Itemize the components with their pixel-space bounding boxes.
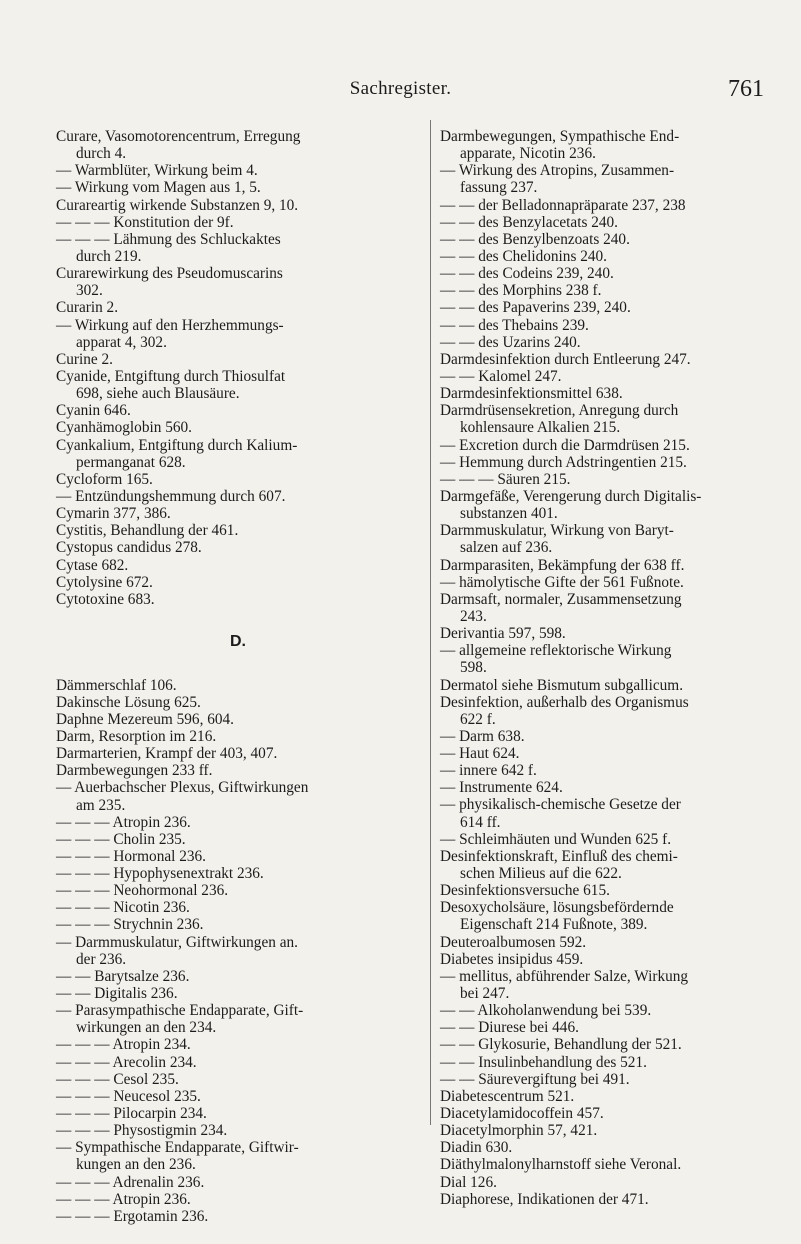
index-entry: — — Barytsalze 236. [56,967,190,985]
index-entry: — — der Belladonnapräparate 237, 238 [440,196,686,214]
index-entry: Darmarterien, Krampf der 403, 407. [56,745,278,763]
index-entry: — Auerbachscher Plexus, Giftwirkungen [56,779,309,797]
index-entry: — — des Benzylacetats 240. [440,213,618,231]
index-entry: Diabetes insipidus 459. [440,950,584,968]
index-entry-continuation: durch 4. [76,145,127,163]
index-entry: — — Alkoholanwendung bei 539. [440,1002,652,1020]
index-entry: Cyankalium, Entgiftung durch Kalium- [56,436,298,454]
index-entry: — innere 642 f. [440,762,537,780]
index-entry: Cytolysine 672. [56,573,153,591]
index-entry: Diacetylamidocoffein 457. [440,1105,604,1123]
index-entry-continuation: 302. [76,282,103,300]
index-entry: — Warmblüter, Wirkung beim 4. [56,162,258,180]
index-entry: Darmbewegungen, Sympathische End- [440,128,680,145]
index-entry: — Haut 624. [440,745,520,763]
index-entry-continuation: 698, siehe auch Blausäure. [76,385,240,403]
index-entry: — Hemmung durch Adstringentien 215. [440,453,687,471]
page-title: Sachregister. [349,78,452,99]
index-entry: — — — Neucesol 235. [56,1087,201,1105]
index-entry: Deuteroalbumosen 592. [440,933,587,951]
index-entry-continuation: wirkungen an den 234. [76,1019,217,1037]
index-entry-continuation: salzen auf 236. [460,539,553,557]
index-entry-continuation: 622 f. [460,710,496,728]
index-entry: — Wirkung vom Magen aus 1, 5. [56,179,261,197]
index-entry: — — — Nicotin 236. [56,899,190,917]
right-column [440,128,764,1208]
index-entry: Curareartig wirkende Substanzen 9, 10. [56,196,299,214]
index-entry: — — Kalomel 247. [440,367,562,385]
index-entry: — — des Thebains 239. [440,316,589,334]
index-entry: — Instrumente 624. [440,779,563,797]
index-entry: — Parasympathische Endapparate, Gift- [56,1002,304,1020]
index-entry-continuation: apparat 4, 302. [76,333,167,351]
index-entry: — — — Arecolin 234. [56,1053,197,1071]
index-entry: Desinfektionskraft, Einfluß des chemi- [440,847,678,865]
index-entry: — — — Hormonal 236. [56,847,206,865]
index-entry: Dial 126. [440,1173,497,1191]
index-entry: — — Diurese bei 446. [440,1019,579,1037]
index-entry: Darmgefäße, Verengerung durch Digitalis- [440,487,702,505]
index-entry-continuation: apparate, Nicotin 236. [460,145,596,163]
index-entry: Diadin 630. [440,1139,513,1157]
index-entry: — — — Cholin 235. [56,830,186,848]
index-entry: — — — Hypophysenextrakt 236. [56,865,264,883]
index-entry: — — des Chelidonins 240. [440,247,607,265]
index-entry: Darmparasiten, Bekämpfung der 638 ff. [440,556,685,574]
index-entry: — — — Ergotamin 236. [56,1207,209,1225]
spacer [56,659,420,676]
index-entry-continuation: 243. [460,607,487,625]
index-entry: — — des Papaverins 239, 240. [440,299,631,317]
index-entry-continuation: substanzen 401. [460,505,558,523]
index-entry: — hämolytische Gifte der 561 Fußnote. [440,573,684,591]
index-entry: Diaphorese, Indikationen der 471. [440,1190,649,1208]
index-entry: — Darmmuskulatur, Giftwirkungen an. [56,933,298,951]
index-entry: — — — Atropin 236. [56,1190,191,1208]
index-entry: Curarewirkung des Pseudomuscarins [56,265,283,283]
index-entry: — — — Pilocarpin 234. [56,1105,207,1123]
index-entry: Desoxycholsäure, lösungsbefördernde [440,899,674,917]
index-entry: — — Digitalis 236. [56,985,178,1003]
index-entry: Cycloform 165. [56,470,153,488]
index-entry: — — — Strychnin 236. [56,916,204,934]
index-entry: — — Säurevergiftung bei 491. [440,1070,630,1088]
index-entry-continuation: fassung 237. [460,179,538,197]
index-entry-continuation: permanganat 628. [76,453,186,471]
index-entry: Diäthylmalonylharnstoff siehe Veronal. [440,1156,682,1174]
index-entry: — Darm 638. [440,727,525,745]
index-entry: — — — Atropin 236. [56,813,191,831]
index-entry: Daphne Mezereum 596, 604. [56,710,234,728]
index-entry: Cyanide, Entgiftung durch Thiosulfat [56,367,286,385]
index-entry: — — — Adrenalin 236. [56,1173,205,1191]
index-entry-continuation: schen Milieus auf die 622. [460,865,622,883]
index-entry: Desinfektion, außerhalb des Organismus [440,693,689,711]
index-entry-continuation: durch 219. [76,247,142,265]
index-entry: — — — Konstitution der 9f. [56,213,234,231]
section-heading: D. [230,633,246,651]
index-entry: Dakinsche Lösung 625. [56,693,201,711]
index-entry: — — Glykosurie, Behandlung der 521. [440,1036,682,1054]
index-entry-continuation: am 235. [76,796,126,814]
index-entry: — — Insulinbehandlung des 521. [440,1053,647,1071]
index-entry: Darmsaft, normaler, Zusammensetzung [440,590,682,608]
index-entry: Darmdesinfektionsmittel 638. [440,385,623,403]
index-entry-continuation: kungen an den 236. [76,1156,196,1174]
left-column [56,128,420,1225]
index-entry-continuation: kohlensaure Alkalien 215. [460,419,621,437]
index-entry: — Excretion durch die Darmdrüsen 215. [440,436,690,454]
index-entry-continuation: bei 247. [460,985,510,1003]
index-entry: — Wirkung auf den Herzhemmungs- [56,316,284,334]
index-entry: Dämmerschlaf 106. [56,676,177,694]
index-entry: — mellitus, abführender Salze, Wirkung [440,967,689,985]
index-entry: Cytase 682. [56,556,129,574]
index-entry: Cytotoxine 683. [56,590,155,608]
index-entry: Dermatol siehe Bismutum subgallicum. [440,676,684,694]
index-entry: Cystopus candidus 278. [56,539,202,557]
index-entry: Curare, Vasomotorencentrum, Erregung [56,128,301,145]
index-entry: — — — Lähmung des Schluckaktes [56,230,281,248]
index-entry: — Entzündungshemmung durch 607. [56,487,286,505]
index-entry: — Wirkung des Atropins, Zusammen- [440,162,675,180]
index-entry: Desinfektionsversuche 615. [440,882,610,900]
index-entry: Cyanin 646. [56,402,131,420]
index-entry: — — des Uzarins 240. [440,333,581,351]
index-entry: Cystitis, Behandlung der 461. [56,522,239,540]
page-number: 761 [728,76,764,102]
column-divider [430,120,431,1125]
index-entry: — physikalisch-chemische Gesetze der [440,796,681,814]
index-entry: — — — Säuren 215. [440,470,571,488]
page-header [0,76,801,106]
index-entry: Curarin 2. [56,299,119,317]
index-entry-continuation: der 236. [76,950,127,968]
index-entry: Darmmuskulatur, Wirkung von Baryt- [440,522,674,540]
index-entry: Cyanhämoglobin 560. [56,419,192,437]
index-entry: — Sympathische Endapparate, Giftwir- [56,1139,299,1157]
index-entry-continuation: 614 ff. [460,813,501,831]
index-entry: Darm, Resorption im 216. [56,727,217,745]
index-entry: Cymarin 377, 386. [56,505,171,523]
index-entry: — Schleimhäuten und Wunden 625 f. [440,830,672,848]
index-entry: — — — Neohormonal 236. [56,882,229,900]
index-entry: Derivantia 597, 598. [440,625,566,643]
index-entry-continuation: 598. [460,659,487,677]
spacer [56,608,420,625]
index-entry: — — des Codeins 239, 240. [440,265,614,283]
index-entry: — — — Cesol 235. [56,1070,179,1088]
index-entry: — — — Atropin 234. [56,1036,191,1054]
index-entry: Darmdrüsensekretion, Anregung durch [440,402,679,420]
index-entry: — — des Benzylbenzoats 240. [440,230,630,248]
index-entry: Darmbewegungen 233 ff. [56,762,213,780]
index-entry: — allgemeine reflektorische Wirkung [440,642,672,660]
index-entry: Darmdesinfektion durch Entleerung 247. [440,350,691,368]
index-entry: — — — Physostigmin 234. [56,1122,228,1140]
index-entry: Diabetescentrum 521. [440,1087,575,1105]
index-entry: Curine 2. [56,350,113,368]
index-entry: — — des Morphins 238 f. [440,282,602,300]
index-entry-continuation: Eigenschaft 214 Fußnote, 389. [460,916,648,934]
index-entry: Diacetylmorphin 57, 421. [440,1122,598,1140]
